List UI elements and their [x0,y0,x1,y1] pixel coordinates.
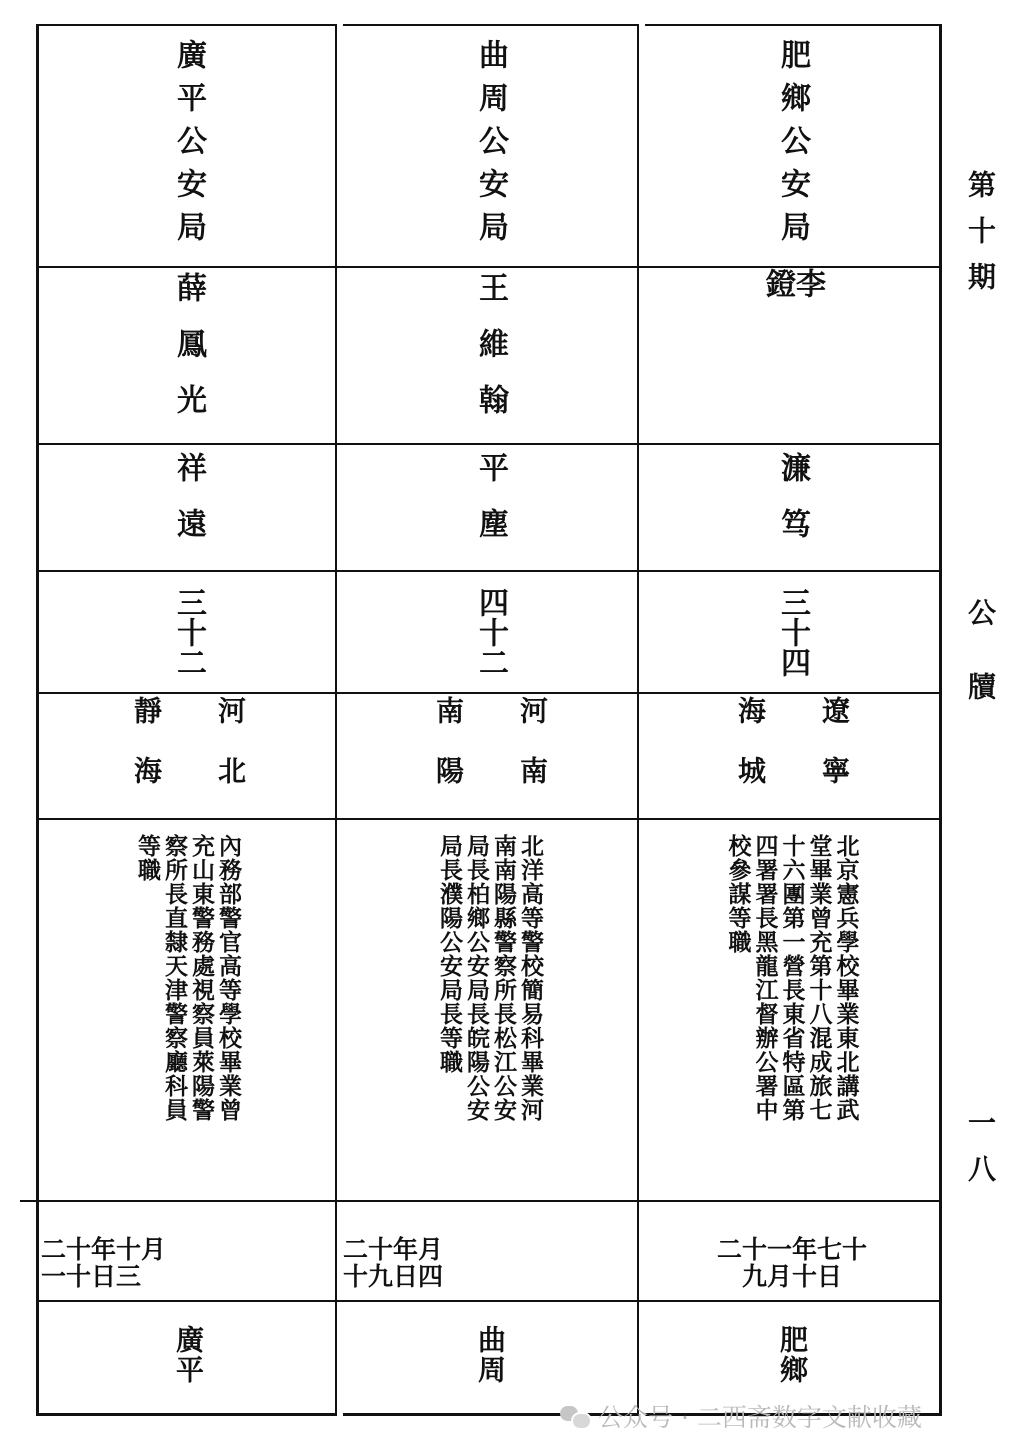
career-line: 四署署長黑龍江督辦公署中 [751,834,779,1122]
place-name: 肥鄉 [776,1325,809,1385]
career-line: 校參謀等職 [724,834,752,954]
age: 三十二 [171,587,206,677]
home-county: 靜海 [130,696,163,816]
age-cell [645,572,939,692]
watermark [560,1398,922,1434]
wechat-icon [560,1404,590,1428]
age-cell [343,572,637,692]
career-line: 堂畢業曾充第十八混成旅七 [805,834,833,1122]
courtesy-cell [343,445,637,570]
date-cell [645,1225,939,1300]
hometown-cell [645,694,939,818]
date-line: 一十日三 [41,1261,142,1291]
career-line: 充山東警務處視察員萊陽警 [188,834,215,1122]
age: 四十二 [473,587,508,677]
career-line: 北京憲兵學校畢業東北講武 [832,834,860,1122]
home-province: 河北 [214,696,247,816]
career-cell [343,834,637,1200]
agency-cell [41,26,335,266]
career-line: 察所長直隸天津警察廳科員 [161,834,188,1122]
agency-name: 廣平公安局 [171,38,206,254]
person-name: 薛鳳光 [171,271,206,440]
date-line: 二十一年七十 [716,1234,867,1264]
date-line: 九月十日 [741,1261,842,1291]
career-line: 內務部警官高等學校畢業曾 [215,834,242,1122]
watermark-text: 公众号 · 二西斋数字文献收藏 [598,1403,922,1432]
issue-number: 第十期 [964,170,997,308]
agency-cell [343,26,637,266]
date-line: 二十年十月 [41,1234,167,1264]
career-line: 等職 [134,834,161,882]
row-rule [38,818,939,820]
age-cell [41,572,335,692]
career-line: 局長濮陽公安局長等職 [436,834,463,1074]
courtesy-name: 平塵 [473,451,508,564]
career-cell [645,834,939,1200]
date-line: 十九日四 [343,1261,444,1291]
agency-name: 曲周公安局 [473,38,508,254]
age: 三十四 [775,587,810,677]
section-title: 公牘 [964,598,997,746]
date-cell [41,1225,335,1300]
issue-label [950,170,1010,308]
person-cell [645,268,939,443]
career-cell [41,834,335,1200]
hometown-cell [41,694,335,818]
place-name: 廣平 [172,1325,205,1385]
home-county: 南陽 [432,696,465,816]
section-label [950,598,1010,746]
date-line: 二十年月 [343,1234,444,1264]
hometown-cell [343,694,637,818]
person-cell [41,268,335,443]
courtesy-cell [645,445,939,570]
row-rule [38,1300,939,1302]
place-cell [41,1325,335,1415]
home-province: 遼寧 [818,696,851,816]
agency-name: 肥鄉公安局 [775,38,810,254]
page-label [950,1108,1010,1200]
page-number: 一八 [964,1108,997,1200]
row-rule [20,1200,939,1202]
courtesy-name: 祥遠 [171,451,206,564]
person-name: 王維翰 [473,271,508,440]
courtesy-name: 濂笃 [775,451,810,564]
career-line: 南南陽縣警察所長松江公安 [490,834,517,1122]
career-line: 十六團第一營長東省特區第 [778,834,806,1122]
agency-cell [645,26,939,266]
home-province: 河南 [516,696,549,816]
career-line: 北洋高等警校簡易科畢業河 [517,834,544,1122]
career-line: 局長柏鄉公安局長皖陽公安 [463,834,490,1122]
home-county: 海城 [734,696,767,816]
place-name: 曲周 [474,1325,507,1385]
date-cell [343,1225,637,1300]
person-name: 李鐙 [760,268,825,378]
courtesy-cell [41,445,335,570]
person-cell [343,268,637,443]
